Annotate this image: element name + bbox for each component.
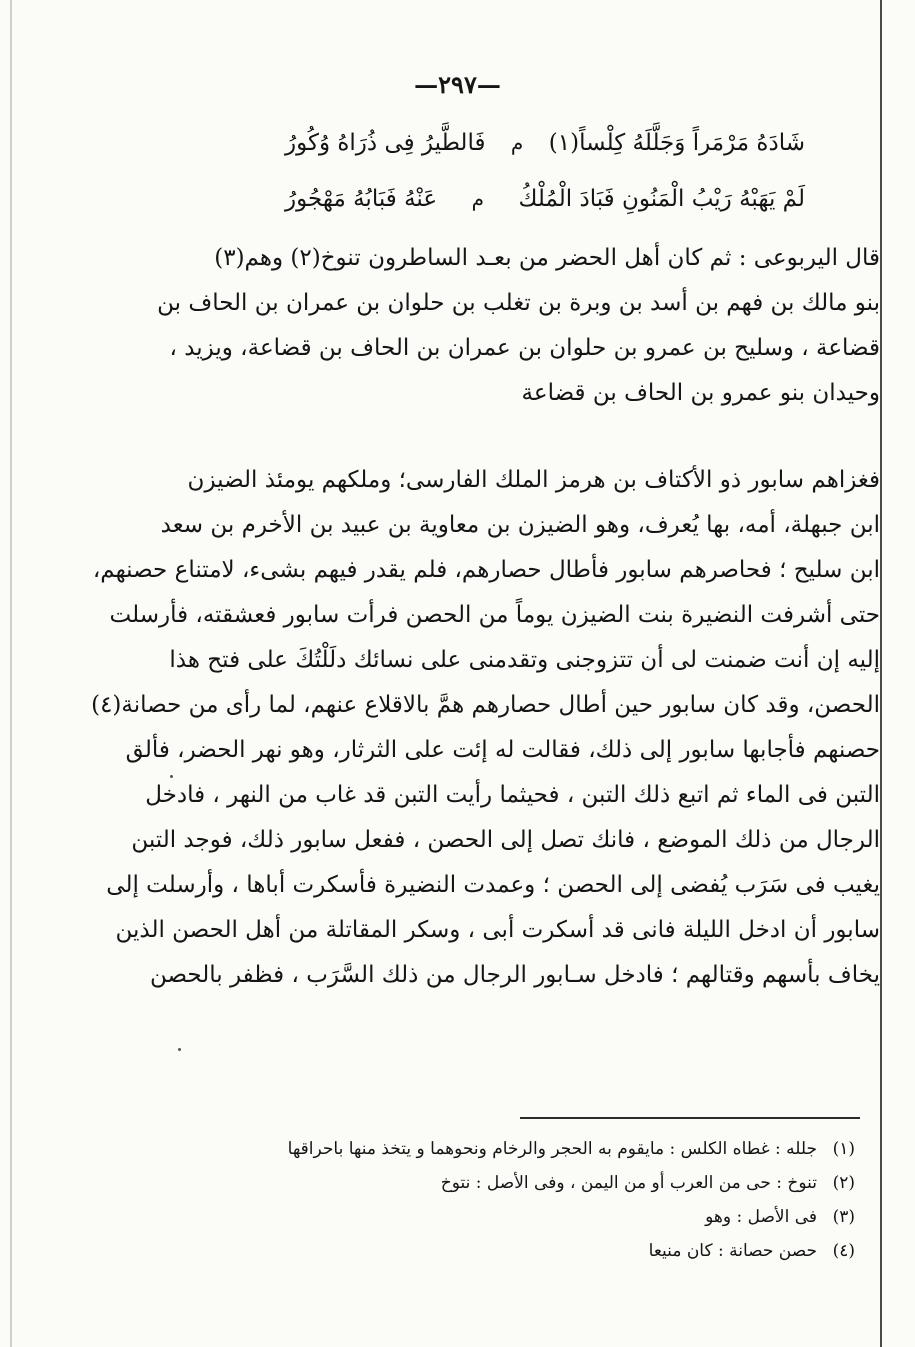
- text-line: وحيدان بنو عمرو بن الحاف بن قضاعة: [521, 380, 880, 406]
- text-line: ابن سليح ؛ فحاصرهم سابور فأطال حصارهم، فلم يقدر فيهم بشىء، لامتناع حصنهم،: [92, 557, 880, 583]
- text-line: قال اليربوعى : ثم كان أهل الحضر من بعـد الساطرون تنوخ(٢) وهم(٣): [214, 245, 880, 271]
- footnote-number: (٤): [832, 1241, 855, 1261]
- footnote-text: فى الأصل : وهو: [705, 1207, 817, 1227]
- text-line: قضاعة ، وسليح بن عمرو بن حلوان بن عمران بن الحاف بن قضاعة، ويزيد ،: [169, 335, 880, 361]
- ink-speck: [170, 775, 173, 778]
- text-line: فغزاهم سابور ذو الأكتاف بن هرمز الملك الفارسى؛ وملكهم يومئذ الضيزن: [187, 467, 880, 493]
- text-line: الرجال من ذلك الموضع ، فانك تصل إلى الحصن ، ففعل سابور ذلك، فوجد التبن: [131, 827, 880, 853]
- text-line: بنو مالك بن فهم بن أسد بن وبرة بن تغلب بن حلوان بن عمران بن الحاف بن: [157, 290, 880, 316]
- verse-1-second-hemistich: فَالطَّيرُ فِى ذُرَاهُ وُكُورُ: [285, 130, 486, 156]
- verse-2-second-hemistich: عَنْهُ فَبَابُهُ مَهْجُورُ: [285, 186, 438, 212]
- footnote-number: (١): [832, 1139, 855, 1159]
- footnote-text: تنوخ : حى من العرب أو من اليمن ، وفى الأصل : نتوخ: [440, 1173, 817, 1193]
- text-line: إليه إن أنت ضمنت لى أن تتزوجنى وتقدمنى على نسائك دلَلْتُكَ على فتح هذا: [169, 647, 880, 673]
- text-line: سابور أن ادخل الليلة فانى قد أسكرت أبى ، وسكر المقاتلة من أهل الحصن الذين: [115, 917, 880, 943]
- verse-2-marker: م: [471, 187, 484, 211]
- verse-line-1: [285, 130, 805, 156]
- footnote-text: جلله : غطاه الكلس : مايقوم به الحجر والرخام ونحوهما و يتخذ منها باحراقها: [287, 1139, 817, 1159]
- footnote-text: حصن حصانة : كان منيعا: [648, 1241, 817, 1261]
- paragraph-1: [157, 236, 880, 416]
- text-line: حصنهم فأجابها سابور إلى ذلك، فقالت له إئت على الثرثار، وهو نهر الحضر، فألق: [125, 737, 880, 763]
- footnote-number: (٢): [832, 1173, 855, 1193]
- footnote-4: [215, 1234, 855, 1268]
- footnote-1: [215, 1132, 855, 1166]
- text-line: يغيب فى سَرَب يُفضى إلى الحصن ؛ وعمدت النضيرة فأسكرت أباها ، وأرسلت إلى: [106, 872, 880, 898]
- text-line: حتى أشرفت النضيرة بنت الضيزن يوماً من الحصن فرأت سابور فعشقته، فأرسلت: [109, 602, 880, 628]
- verse-line-2: [285, 186, 805, 212]
- text-line: يخاف بأسهم وقتالهم ؛ فادخل سـابور الرجال من ذلك السَّرَب ، فظفر بالحصن: [149, 962, 880, 988]
- verse-1-first-hemistich: شَادَهُ مَرْمَراً وَجَلَّلَهُ كِلْساً(١): [548, 130, 805, 156]
- footnotes: [215, 1132, 855, 1268]
- page-edge-left: [10, 0, 12, 1347]
- verse-2-first-hemistich: لَمْ يَهَبْهُ رَيْبُ الْمَنُونِ فَبَادَ الْمُلْكُ: [518, 186, 805, 212]
- footnote-number: (٣): [832, 1207, 855, 1227]
- page-number: —٢٩٧—: [414, 70, 501, 99]
- footnote-2: [215, 1166, 855, 1200]
- ink-speck: [178, 1048, 181, 1051]
- text-line: ابن جبهلة، أمه، بها يُعرف، وهو الضيزن بن معاوية بن عبيد بن الأخرم بن سعد: [160, 512, 880, 538]
- footnote-3: [215, 1200, 855, 1234]
- paragraph-2: [91, 458, 880, 998]
- footnote-separator: [520, 1117, 860, 1119]
- text-line: الحصن، وقد كان سابور حين أطال حصارهم همَّ بالاقلاع عنهم، لما رأى من حصانة(٤): [91, 692, 880, 718]
- page-edge-right: [880, 0, 882, 1347]
- verse-1-marker: م: [510, 131, 524, 155]
- text-line: التبن فى الماء ثم اتبع ذلك التبن ، فحيثما رأيت التبن قد غاب من النهر ، فادخل: [145, 782, 880, 808]
